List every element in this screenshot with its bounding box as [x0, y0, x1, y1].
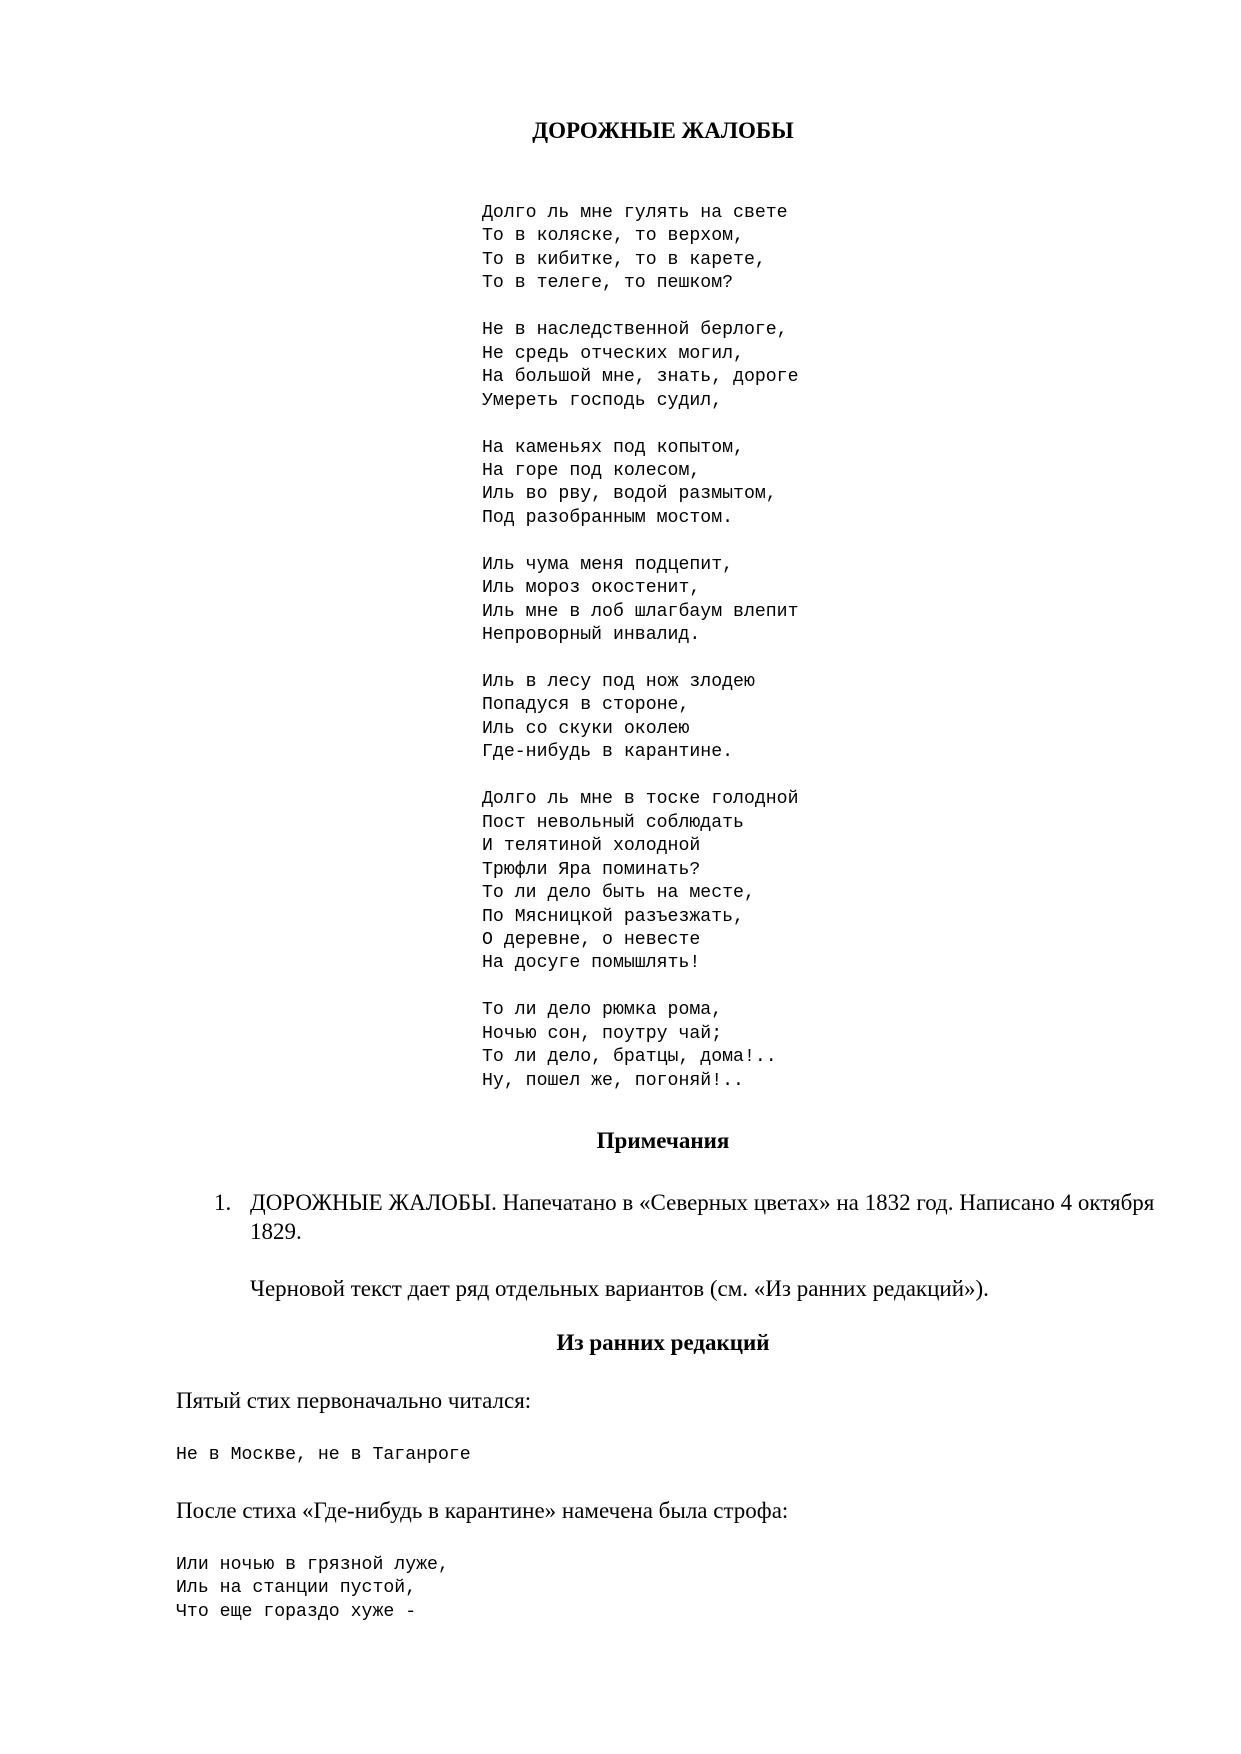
poem-line: Ну, пошел же, погоняй!.. [482, 1070, 744, 1091]
poem-title: ДОРОЖНЫЕ ЖАЛОБЫ [532, 118, 794, 143]
poem-line: Долго ль мне гулять на свете [482, 203, 788, 223]
poem-line: То в телеге, то пешком? [482, 273, 734, 294]
poem-line: То в кибитке, то в карете, [482, 249, 766, 270]
note-number: 1. [214, 1190, 232, 1215]
poem-line: Иль мне в лоб шлагбаум влепит [482, 601, 799, 622]
poem-stanza [482, 554, 799, 648]
poem-line: Долго ль мне в тоске голодной [482, 789, 799, 810]
poem-line: Иль в лесу под нож злодею [482, 672, 755, 692]
early-intro-fifth-line: Пятый стих первоначально читался: [176, 1388, 532, 1413]
note-text-secondary: Черновой текст дает ряд отдельных вариантов (см. «Из ранних редакций»). [250, 1276, 989, 1301]
poem-line: Не средь отческих могил, [482, 343, 744, 364]
note-text: ДОРОЖНЫЕ ЖАЛОБЫ. Напечатано в «Северных цветах» на 1832 год. Написано 4 октября 1829. [250, 1190, 1155, 1244]
early-intro-stanza: После стиха «Где-нибудь в карантине» намечена была строфа: [176, 1498, 789, 1523]
poem-line: Ночью сон, поутру чай; [482, 1023, 723, 1044]
poem-line: Иль чума меня подцепит, [482, 554, 734, 575]
poem-stanza [482, 437, 799, 531]
poem-line: Иль со скуки околею [482, 718, 690, 739]
poem-line: Иль во рву, водой размытом, [482, 484, 777, 505]
variant-line: Или ночью в грязной луже, [176, 1555, 449, 1575]
poem-line: На большой мне, знать, дороге [482, 367, 799, 388]
poem-line: Под разобранным мостом. [482, 507, 734, 528]
early-stanza-variant [176, 1554, 449, 1624]
poem-line: То ли дело рюмка рома, [482, 1000, 723, 1021]
poem-line: Не в наследственной берлоге, [482, 320, 788, 341]
poem-stanza [482, 999, 799, 1093]
variant-line: Иль на станции пустой, [176, 1578, 417, 1599]
poem-text [482, 202, 799, 1093]
poem-stanza [482, 319, 799, 413]
poem-line: И телятиной холодной [482, 836, 701, 857]
poem-line: Пост невольный соблюдать [482, 812, 744, 833]
poem-stanza [482, 788, 799, 976]
poem-line: Попадуся в стороне, [482, 695, 690, 716]
poem-line: На каменьях под копытом, [482, 437, 744, 458]
poem-line: Иль мороз окостенит, [482, 578, 701, 599]
poem-stanza [482, 671, 799, 765]
poem-line: На досуге помышлять! [482, 953, 701, 974]
poem-line: Где-нибудь в карантине. [482, 742, 734, 763]
early-verse-variant: Не в Москве, не в Таганроге [176, 1445, 471, 1465]
variant-line: Что еще гораздо хуже - [176, 1601, 417, 1622]
poem-line: Умереть господь судил, [482, 390, 723, 411]
poem-stanza [482, 202, 799, 296]
poem-line: По Мясницкой разъезжать, [482, 906, 744, 927]
poem-line: Непроворный инвалид. [482, 625, 701, 646]
early-editions-heading: Из ранних редакций [556, 1330, 770, 1355]
poem-line: На горе под колесом, [482, 460, 701, 481]
poem-line: То ли дело, братцы, дома!.. [482, 1047, 777, 1068]
poem-line: То ли дело быть на месте, [482, 883, 755, 904]
poem-line: О деревне, о невесте [482, 929, 701, 950]
notes-heading: Примечания [596, 1128, 730, 1153]
poem-line: Трюфли Яра поминать? [482, 859, 701, 880]
poem-line: То в коляске, то верхом, [482, 226, 744, 247]
